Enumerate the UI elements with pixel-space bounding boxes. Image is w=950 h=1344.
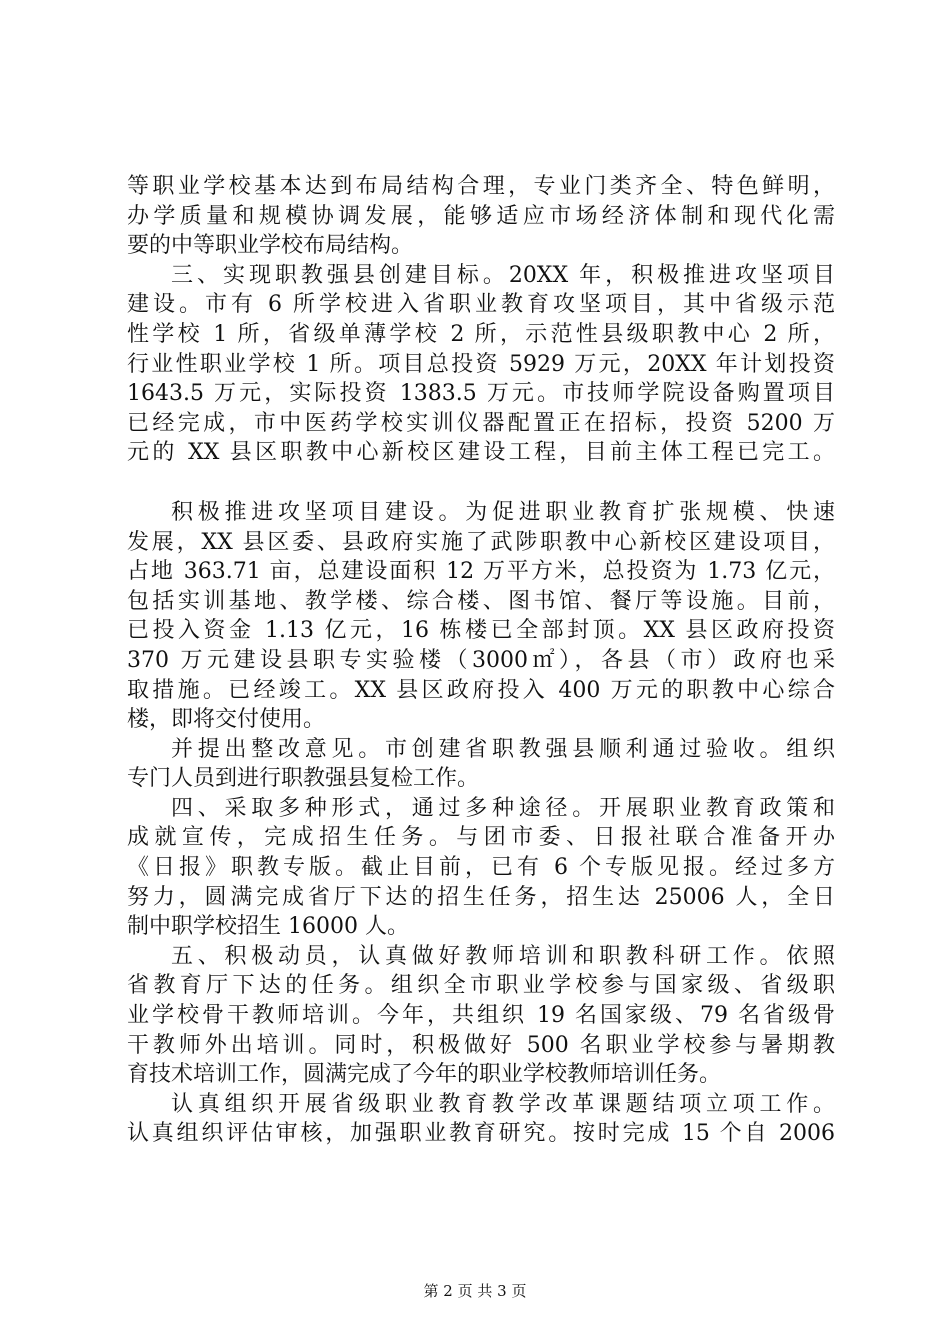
text-line: 性学校 1 所，省级单薄学校 2 所，示范性县级职教中心 2 所， (127, 321, 835, 347)
page-footer (0, 1280, 950, 1301)
text-line: 《日报》职教专版。截止目前，已有 6 个专版见报。经过多方 (127, 855, 835, 881)
text-line: 取措施。已经竣工。XX 县区政府投入 400 万元的职教中心综合 (127, 677, 835, 703)
text-line: 发展，XX 县区委、县政府实施了武陟职教中心新校区建设项目， (127, 529, 835, 555)
page-number-label: 第 2 页 共 3 页 (423, 1282, 527, 1300)
text-line: 行业性职业学校 1 所。项目总投资 5929 万元，20XX 年计划投资 (127, 351, 835, 377)
text-line: 认真组织评估审核，加强职业教育研究。按时完成 15 个自 2006 (127, 1121, 835, 1147)
text-line: 认真组织开展省级职业教育教学改革课题结项立项工作。 (171, 1091, 835, 1117)
text-line: 楼，即将交付使用。 (127, 707, 326, 733)
text-line: 包括实训基地、教学楼、综合楼、图书馆、餐厅等设施。目前， (127, 588, 835, 614)
document-body (127, 172, 835, 1149)
paragraph-gap (127, 468, 835, 498)
text-line: 要的中等职业学校布局结构。 (127, 233, 414, 259)
text-line: 元的 XX 县区职教中心新校区建设工程，目前主体工程已完工。 (127, 440, 835, 466)
text-line: 并提出整改意见。市创建省职教强县顺利通过验收。组织 (171, 736, 835, 762)
text-line: 专门人员到进行职教强县复检工作。 (127, 766, 480, 792)
text-line: 业学校骨干教师培训。今年，共组织 19 名国家级、79 名省级骨 (127, 1003, 835, 1029)
text-line: 建设。市有 6 所学校进入省职业教育攻坚项目，其中省级示范 (127, 292, 835, 318)
text-line: 积极推进攻坚项目建设。为促进职业教育扩张规模、快速 (171, 499, 835, 525)
text-line: 努力，圆满完成省厅下达的招生任务，招生达 25006 人，全日 (127, 884, 835, 910)
text-line: 省教育厅下达的任务。组织全市职业学校参与国家级、省级职 (127, 973, 835, 999)
text-line: 干教师外出培训。同时，积极做好 500 名职业学校参与暑期教 (127, 1032, 835, 1058)
text-line: 占地 363.71 亩，总建设面积 12 万平方米，总投资为 1.73 亿元， (127, 559, 835, 585)
text-line: 已经完成，市中医药学校实训仪器配置正在招标，投资 5200 万 (127, 410, 835, 436)
text-line: 三、实现职教强县创建目标。20XX 年，积极推进攻坚项目 (171, 262, 835, 288)
text-line: 育技术培训工作，圆满完成了今年的职业学校教师培训任务。 (127, 1062, 722, 1088)
text-line: 370 万元建设县职专实验楼（3000㎡），各县（市）政府也采 (127, 647, 835, 673)
text-line: 办学质量和规模协调发展，能够适应市场经济体制和现代化需 (127, 203, 835, 229)
text-line: 制中职学校招生 16000 人。 (127, 914, 409, 940)
text-line: 成就宣传，完成招生任务。与团市委、日报社联合准备开办 (127, 825, 835, 851)
text-line: 四、采取多种形式，通过多种途径。开展职业教育政策和 (171, 795, 835, 821)
text-line: 等职业学校基本达到布局结构合理，专业门类齐全、特色鲜明， (127, 174, 835, 199)
text-line: 已投入资金 1.13 亿元，16 栋楼已全部封顶。XX 县区政府投资 (127, 618, 835, 644)
text-line: 五、积极动员，认真做好教师培训和职教科研工作。依照 (171, 943, 835, 969)
text-line: 1643.5 万元，实际投资 1383.5 万元。市技师学院设备购置项目 (127, 381, 835, 407)
